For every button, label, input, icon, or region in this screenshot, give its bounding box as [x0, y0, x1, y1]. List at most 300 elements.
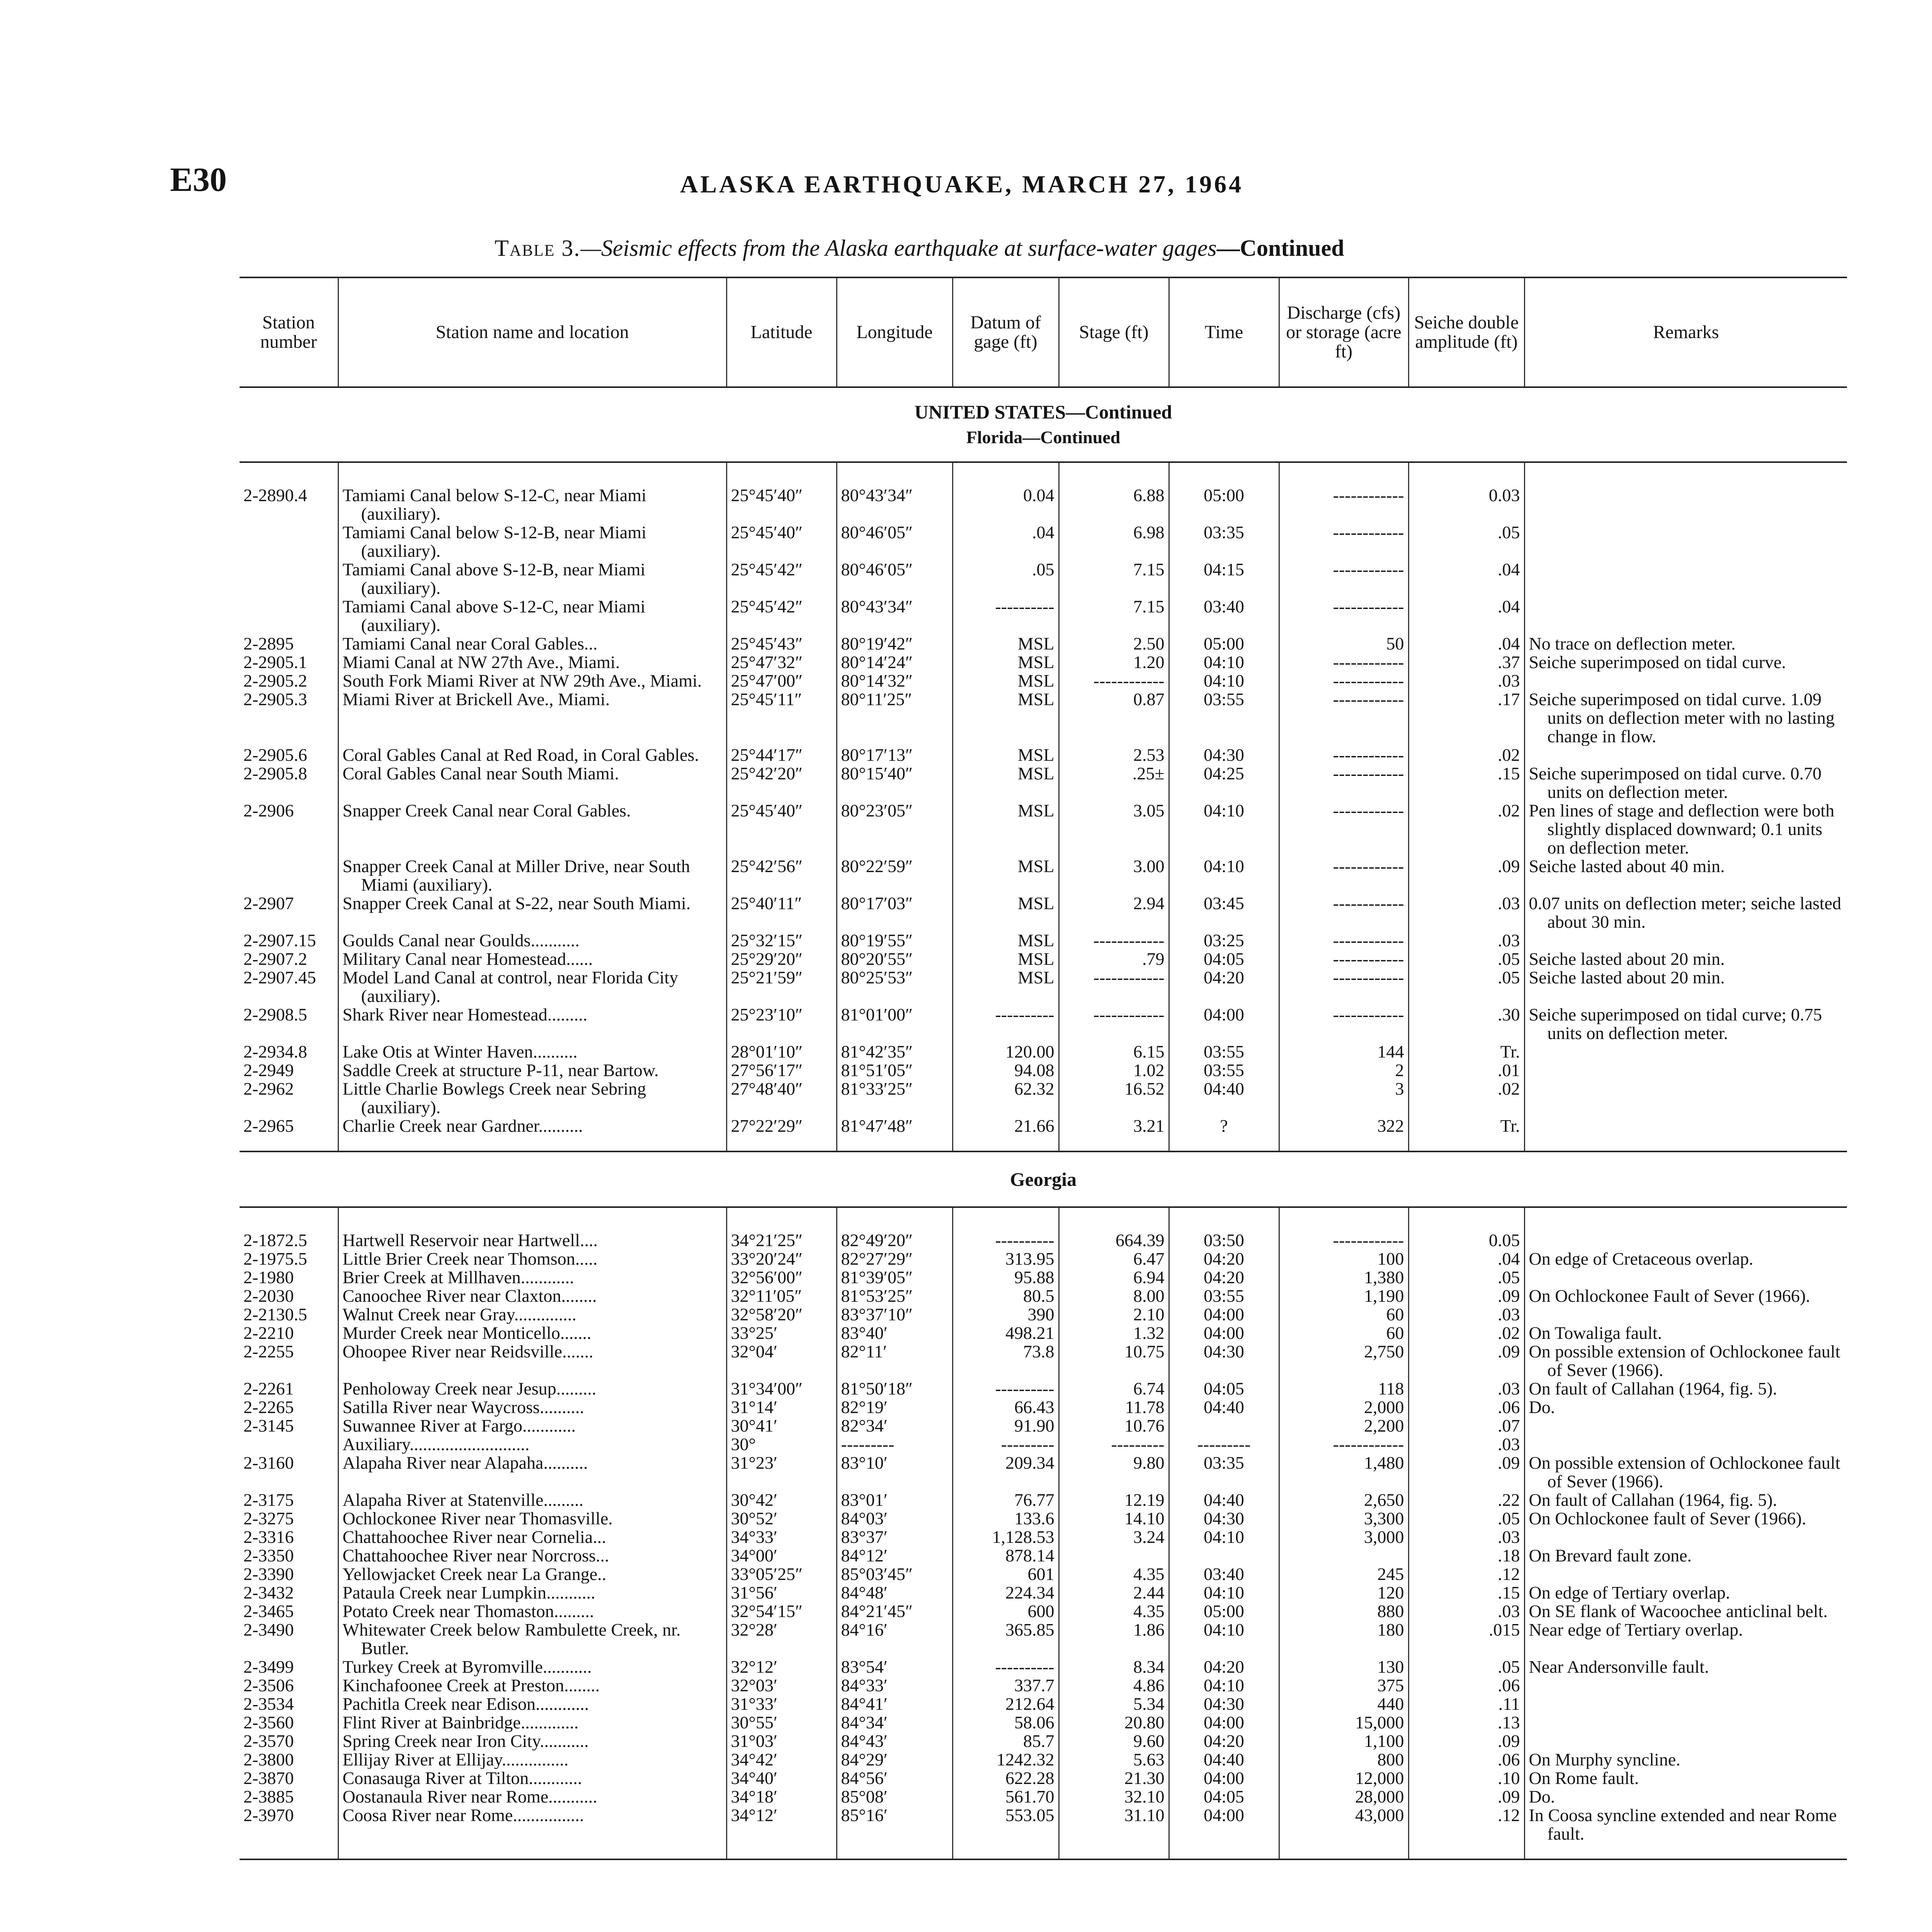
- seiche-text: .04: [1498, 597, 1520, 616]
- cell-latitude: [726, 1043, 837, 1061]
- table-title: [495, 235, 1344, 262]
- discharge-text: 180: [1377, 1621, 1404, 1639]
- stage-text: 3.05: [1133, 801, 1165, 820]
- cell-seiche: [1408, 1005, 1524, 1043]
- cell-longitude: [837, 1509, 952, 1528]
- remarks-text: Pen lines of stage and deflection were both slightly displaced downward; 0.1 units on deflection meter.: [1529, 801, 1835, 857]
- station-number-text: 2-3145: [243, 1417, 294, 1435]
- table-row: [240, 1454, 1847, 1491]
- cell-seiche: [1408, 968, 1524, 1005]
- cell-time: [1169, 1398, 1279, 1417]
- seiche-text: .06: [1498, 1398, 1520, 1417]
- spacer-cell: [726, 1207, 837, 1231]
- cell-remarks: [1524, 634, 1847, 653]
- discharge-text: ------------: [1333, 1231, 1404, 1250]
- cell-discharge: [1279, 746, 1408, 764]
- station-name-text: Coosa River near Rome................: [342, 1806, 584, 1825]
- cell-time: [1169, 560, 1279, 597]
- latitude-text: 30°52′: [731, 1509, 777, 1528]
- cell-stage: [1059, 1379, 1169, 1398]
- cell-time: [1169, 1268, 1279, 1287]
- cell-station-name: [338, 950, 726, 968]
- time-text: 04:00: [1204, 1324, 1244, 1342]
- stage-text: 6.94: [1133, 1268, 1165, 1287]
- cell-seiche: [1408, 1117, 1524, 1151]
- cell-seiche: [1408, 1750, 1524, 1769]
- cell-seiche: [1408, 1806, 1524, 1859]
- cell-seiche: [1408, 1787, 1524, 1806]
- cell-station-number: [240, 1454, 338, 1491]
- datum-text: 601: [1027, 1565, 1054, 1583]
- time-text: 04:10: [1204, 857, 1244, 876]
- datum-text: .05: [1032, 560, 1054, 579]
- datum-text: 95.88: [1014, 1268, 1054, 1287]
- remarks-text: Do.: [1529, 1787, 1555, 1806]
- table-row: [240, 597, 1847, 634]
- station-number-text: 2-2906: [243, 801, 294, 820]
- latitude-text: 30°41′: [731, 1417, 777, 1435]
- cell-seiche: [1408, 857, 1524, 894]
- cell-station-name: [338, 1435, 726, 1454]
- time-text: 04:20: [1204, 968, 1244, 987]
- cell-datum: [952, 1417, 1059, 1435]
- col-latitude: Latitude: [726, 277, 837, 387]
- cell-remarks: [1524, 1732, 1847, 1750]
- cell-station-number: [240, 1117, 338, 1151]
- time-text: 04:05: [1204, 1787, 1244, 1806]
- latitude-text: 33°05′25″: [731, 1565, 803, 1583]
- cell-datum: [952, 1621, 1059, 1658]
- station-name-text: Charlie Creek near Gardner..........: [342, 1117, 583, 1136]
- cell-time: [1169, 1287, 1279, 1305]
- remarks-text: On Towaliga fault.: [1529, 1324, 1662, 1342]
- cell-station-number: [240, 1305, 338, 1324]
- cell-latitude: [726, 523, 837, 560]
- cell-datum: [952, 894, 1059, 931]
- seiche-text: .04: [1498, 560, 1520, 579]
- state-subheading-georgia: Georgia: [240, 1151, 1847, 1207]
- cell-time: [1169, 597, 1279, 634]
- cell-seiche: [1408, 523, 1524, 560]
- stage-text: 2.10: [1133, 1305, 1165, 1324]
- cell-remarks: [1524, 1750, 1847, 1769]
- table-row: [240, 1750, 1847, 1769]
- time-text: 04:10: [1204, 653, 1244, 672]
- station-name-text: Yellowjacket Creek near La Grange..: [342, 1565, 606, 1583]
- cell-discharge: [1279, 1583, 1408, 1602]
- cell-datum: [952, 1435, 1059, 1454]
- seiche-text: .02: [1498, 746, 1520, 764]
- cell-stage: [1059, 1676, 1169, 1695]
- latitude-text: 25°45′40″: [731, 801, 803, 820]
- cell-discharge: [1279, 1528, 1408, 1546]
- cell-discharge: [1279, 968, 1408, 1005]
- latitude-text: 34°33′: [731, 1528, 777, 1546]
- cell-discharge: [1279, 1546, 1408, 1565]
- cell-station-number: [240, 1061, 338, 1080]
- datum-text: 94.08: [1014, 1061, 1054, 1080]
- cell-discharge: [1279, 1509, 1408, 1528]
- cell-discharge: [1279, 1565, 1408, 1583]
- cell-remarks: [1524, 1583, 1847, 1602]
- cell-datum: [952, 634, 1059, 653]
- cell-time: [1169, 486, 1279, 523]
- latitude-text: 25°42′56″: [731, 857, 803, 876]
- cell-longitude: [837, 1565, 952, 1583]
- station-number-text: 2-3350: [243, 1546, 294, 1565]
- cell-time: [1169, 1769, 1279, 1787]
- latitude-text: 25°45′40″: [731, 523, 803, 542]
- table-row: [240, 801, 1847, 857]
- cell-time: [1169, 523, 1279, 560]
- table-row: [240, 857, 1847, 894]
- datum-text: 561.70: [1005, 1787, 1054, 1806]
- seiche-text: .03: [1498, 931, 1520, 950]
- stage-text: 7.15: [1133, 597, 1165, 616]
- cell-discharge: [1279, 486, 1408, 523]
- cell-remarks: [1524, 1602, 1847, 1621]
- remarks-text: Near Andersonville fault.: [1529, 1658, 1709, 1676]
- discharge-text: 2,000: [1364, 1398, 1404, 1417]
- cell-longitude: [837, 1043, 952, 1061]
- remarks-text: On edge of Cretaceous overlap.: [1529, 1250, 1753, 1268]
- datum-text: 80.5: [1023, 1287, 1054, 1305]
- cell-station-name: [338, 1806, 726, 1859]
- col-station-number: Station number: [240, 277, 338, 387]
- cell-discharge: [1279, 1602, 1408, 1621]
- cell-longitude: [837, 672, 952, 690]
- cell-latitude: [726, 1787, 837, 1806]
- col-datum: Datum of gage (ft): [952, 277, 1059, 387]
- table-row: [240, 1565, 1847, 1583]
- table-continued: —Continued: [1216, 235, 1344, 261]
- longitude-text: 82°11′: [841, 1342, 887, 1361]
- cell-longitude: [837, 1417, 952, 1435]
- stage-text: 1.20: [1133, 653, 1165, 672]
- time-text: 04:10: [1204, 1528, 1244, 1546]
- cell-station-number: [240, 1565, 338, 1583]
- cell-datum: [952, 486, 1059, 523]
- cell-station-name: [338, 1509, 726, 1528]
- table-row: [240, 1528, 1847, 1546]
- longitude-text: 84°43′: [841, 1732, 888, 1750]
- cell-remarks: [1524, 1398, 1847, 1417]
- longitude-text: 82°34′: [841, 1417, 888, 1435]
- station-number-text: 2-3800: [243, 1750, 294, 1769]
- cell-stage: [1059, 1769, 1169, 1787]
- datum-text: ----------: [995, 1231, 1054, 1250]
- table-row: [240, 690, 1847, 746]
- cell-station-name: [338, 523, 726, 560]
- station-name-text: Military Canal near Homestead......: [342, 950, 593, 968]
- datum-text: 76.77: [1014, 1491, 1054, 1509]
- time-text: 05:00: [1204, 486, 1244, 505]
- cell-longitude: [837, 486, 952, 523]
- cell-seiche: [1408, 1565, 1524, 1583]
- cell-station-name: [338, 1305, 726, 1324]
- cell-longitude: [837, 597, 952, 634]
- cell-seiche: [1408, 634, 1524, 653]
- cell-datum: [952, 1806, 1059, 1859]
- station-name-text: Lake Otis at Winter Haven..........: [342, 1043, 578, 1061]
- discharge-text: 880: [1377, 1602, 1404, 1621]
- cell-stage: [1059, 1454, 1169, 1491]
- station-name-text: Suwannee River at Fargo............: [342, 1417, 576, 1435]
- cell-station-name: [338, 1528, 726, 1546]
- longitude-text: 84°21′45″: [841, 1602, 913, 1621]
- station-name-text: Coral Gables Canal near South Miami.: [342, 764, 619, 783]
- station-number-text: 2-3490: [243, 1621, 294, 1639]
- cell-station-number: [240, 1546, 338, 1565]
- time-text: 03:25: [1204, 931, 1244, 950]
- table-body: [240, 387, 1847, 1859]
- seiche-text: .10: [1498, 1769, 1520, 1787]
- spacer-row: [240, 1207, 1847, 1231]
- datum-text: 365.85: [1005, 1621, 1054, 1639]
- cell-station-number: [240, 1750, 338, 1769]
- stage-text: 2.53: [1133, 746, 1165, 764]
- cell-datum: [952, 1732, 1059, 1750]
- longitude-text: 84°33′: [841, 1676, 888, 1695]
- stage-text: 4.86: [1133, 1676, 1165, 1695]
- cell-discharge: [1279, 1117, 1408, 1151]
- cell-station-name: [338, 1061, 726, 1080]
- cell-datum: [952, 1398, 1059, 1417]
- seiche-text: .15: [1498, 764, 1520, 783]
- table-row: [240, 1732, 1847, 1750]
- station-name-text: Chattahoochee River near Norcross...: [342, 1546, 609, 1565]
- datum-text: 209.34: [1005, 1454, 1054, 1473]
- cell-seiche: [1408, 931, 1524, 950]
- discharge-text: 1,190: [1364, 1287, 1404, 1305]
- cell-latitude: [726, 1080, 837, 1117]
- cell-time: [1169, 1005, 1279, 1043]
- cell-datum: [952, 597, 1059, 634]
- remarks-text: 0.07 units on deflection meter; seiche lasted about 30 min.: [1529, 894, 1842, 931]
- cell-seiche: [1408, 672, 1524, 690]
- cell-time: [1169, 1324, 1279, 1342]
- cell-datum: [952, 1043, 1059, 1061]
- station-name-text: Snapper Creek Canal at Miller Drive, near South Miami (auxiliary).: [342, 857, 690, 894]
- cell-datum: [952, 1305, 1059, 1324]
- cell-remarks: [1524, 857, 1847, 894]
- time-text: 04:40: [1204, 1491, 1244, 1509]
- cell-station-name: [338, 653, 726, 672]
- longitude-text: 80°22′59″: [841, 857, 913, 876]
- cell-station-number: [240, 1043, 338, 1061]
- cell-remarks: [1524, 1287, 1847, 1305]
- time-text: 03:55: [1204, 690, 1244, 709]
- station-number-text: 2-2949: [243, 1061, 294, 1080]
- seiche-text: .17: [1498, 690, 1520, 709]
- time-text: 04:20: [1204, 1658, 1244, 1676]
- cell-datum: [952, 1787, 1059, 1806]
- cell-station-number: [240, 1806, 338, 1859]
- cell-time: [1169, 634, 1279, 653]
- cell-datum: [952, 1061, 1059, 1080]
- cell-longitude: [837, 1117, 952, 1151]
- cell-station-number: [240, 1528, 338, 1546]
- longitude-text: 84°03′: [841, 1509, 888, 1528]
- cell-latitude: [726, 486, 837, 523]
- time-text: 05:00: [1204, 634, 1244, 653]
- station-name-text: Spring Creek near Iron City...........: [342, 1732, 589, 1750]
- seiche-text: .09: [1498, 1454, 1520, 1473]
- station-name-text: Little Charlie Bowlegs Creek near Sebring (auxiliary).: [342, 1080, 646, 1117]
- time-text: 04:00: [1204, 1713, 1244, 1732]
- spacer-cell: [338, 1207, 726, 1231]
- discharge-text: ------------: [1333, 931, 1404, 950]
- latitude-text: 32°58′20″: [731, 1305, 803, 1324]
- cell-datum: [952, 1750, 1059, 1769]
- station-number-text: 2-2962: [243, 1080, 294, 1099]
- time-text: 03:55: [1204, 1061, 1244, 1080]
- cell-station-number: [240, 1417, 338, 1435]
- table-row: [240, 894, 1847, 931]
- spacer-cell: [240, 462, 338, 486]
- stage-text: ------------: [1093, 931, 1165, 950]
- remarks-text: Seiche lasted about 20 min.: [1529, 968, 1725, 987]
- station-name-text: Conasauga River at Tilton............: [342, 1769, 582, 1787]
- seiche-text: .09: [1498, 1342, 1520, 1361]
- datum-text: MSL: [1017, 690, 1054, 709]
- discharge-text: 130: [1377, 1658, 1404, 1676]
- cell-stage: [1059, 1117, 1169, 1151]
- cell-station-name: [338, 1005, 726, 1043]
- longitude-text: 80°14′32″: [841, 672, 913, 690]
- header-row: [240, 277, 1847, 387]
- cell-latitude: [726, 1528, 837, 1546]
- datum-text: 133.6: [1014, 1509, 1054, 1528]
- discharge-text: ------------: [1333, 968, 1404, 987]
- station-number-text: 2-2895: [243, 634, 294, 653]
- cell-discharge: [1279, 1287, 1408, 1305]
- datum-text: MSL: [1017, 950, 1054, 968]
- cell-discharge: [1279, 597, 1408, 634]
- cell-station-name: [338, 1658, 726, 1676]
- cell-remarks: [1524, 1491, 1847, 1509]
- seiche-text: .18: [1498, 1546, 1520, 1565]
- cell-longitude: [837, 1528, 952, 1546]
- table-row: [240, 1305, 1847, 1324]
- cell-longitude: [837, 1379, 952, 1398]
- station-number-text: 2-2907.45: [243, 968, 316, 987]
- stage-text: 10.76: [1124, 1417, 1165, 1435]
- cell-station-number: [240, 1769, 338, 1787]
- latitude-text: 25°45′42″: [731, 560, 803, 579]
- time-text: 04:10: [1204, 672, 1244, 690]
- stage-text: 10.75: [1124, 1342, 1165, 1361]
- cell-latitude: [726, 1491, 837, 1509]
- cell-seiche: [1408, 1769, 1524, 1787]
- cell-seiche: [1408, 690, 1524, 746]
- table-row: [240, 1250, 1847, 1268]
- station-name-text: Murder Creek near Monticello.......: [342, 1324, 592, 1342]
- cell-datum: [952, 1231, 1059, 1250]
- cell-station-number: [240, 1342, 338, 1379]
- longitude-text: 80°14′24″: [841, 653, 913, 672]
- table-row: [240, 1287, 1847, 1305]
- time-text: 04:05: [1204, 950, 1244, 968]
- cell-remarks: [1524, 1546, 1847, 1565]
- cell-latitude: [726, 1658, 837, 1676]
- cell-datum: [952, 523, 1059, 560]
- cell-time: [1169, 1750, 1279, 1769]
- station-name-text: Tamiami Canal near Coral Gables...: [342, 634, 598, 653]
- cell-station-number: [240, 486, 338, 523]
- cell-longitude: [837, 1268, 952, 1287]
- cell-datum: [952, 560, 1059, 597]
- latitude-text: 25°32′15″: [731, 931, 803, 950]
- cell-latitude: [726, 1565, 837, 1583]
- stage-text: 6.74: [1133, 1379, 1165, 1398]
- table-row: [240, 560, 1847, 597]
- stage-text: 2.50: [1133, 634, 1165, 653]
- cell-datum: [952, 1565, 1059, 1583]
- cell-latitude: [726, 950, 837, 968]
- cell-station-name: [338, 801, 726, 857]
- cell-station-name: [338, 894, 726, 931]
- running-head: ALASKA EARTHQUAKE, MARCH 27, 1964: [680, 170, 1244, 198]
- station-number-text: 2-3534: [243, 1695, 294, 1713]
- spacer-cell: [837, 1207, 952, 1231]
- stage-text: 11.78: [1125, 1398, 1165, 1417]
- table-row: [240, 523, 1847, 560]
- cell-latitude: [726, 746, 837, 764]
- table-row: [240, 1231, 1847, 1250]
- cell-latitude: [726, 1769, 837, 1787]
- cell-datum: [952, 1676, 1059, 1695]
- cell-discharge: [1279, 1713, 1408, 1732]
- cell-discharge: [1279, 1417, 1408, 1435]
- cell-station-name: [338, 1417, 726, 1435]
- stage-text: 8.34: [1133, 1658, 1165, 1676]
- longitude-text: 81°50′18″: [841, 1379, 913, 1398]
- cell-longitude: [837, 1491, 952, 1509]
- cell-datum: [952, 690, 1059, 746]
- time-text: 04:40: [1204, 1080, 1244, 1099]
- cell-remarks: [1524, 1043, 1847, 1061]
- station-number-text: 2-2905.1: [243, 653, 307, 672]
- cell-seiche: [1408, 1583, 1524, 1602]
- cell-time: [1169, 1231, 1279, 1250]
- spacer-cell: [240, 1207, 338, 1231]
- cell-longitude: [837, 1787, 952, 1806]
- station-name-text: Chattahoochee River near Cornelia...: [342, 1528, 606, 1546]
- latitude-text: 34°40′: [731, 1769, 777, 1787]
- cell-station-number: [240, 968, 338, 1005]
- cell-latitude: [726, 1061, 837, 1080]
- datum-text: 498.21: [1005, 1324, 1054, 1342]
- cell-stage: [1059, 1695, 1169, 1713]
- cell-station-name: [338, 1621, 726, 1658]
- discharge-text: 1,480: [1364, 1454, 1404, 1473]
- cell-station-name: [338, 1268, 726, 1287]
- cell-datum: [952, 1117, 1059, 1151]
- cell-remarks: [1524, 1769, 1847, 1787]
- cell-discharge: [1279, 1769, 1408, 1787]
- cell-stage: [1059, 1287, 1169, 1305]
- cell-station-number: [240, 1080, 338, 1117]
- stage-text: 6.15: [1133, 1043, 1165, 1061]
- station-name-text: Canoochee River near Claxton........: [342, 1287, 597, 1305]
- spacer-cell: [1279, 462, 1408, 486]
- cell-station-number: [240, 1491, 338, 1509]
- latitude-text: 34°42′: [731, 1750, 777, 1769]
- cell-time: [1169, 746, 1279, 764]
- cell-station-name: [338, 597, 726, 634]
- remarks-text: On possible extension of Ochlockonee fault of Sever (1966).: [1529, 1454, 1840, 1491]
